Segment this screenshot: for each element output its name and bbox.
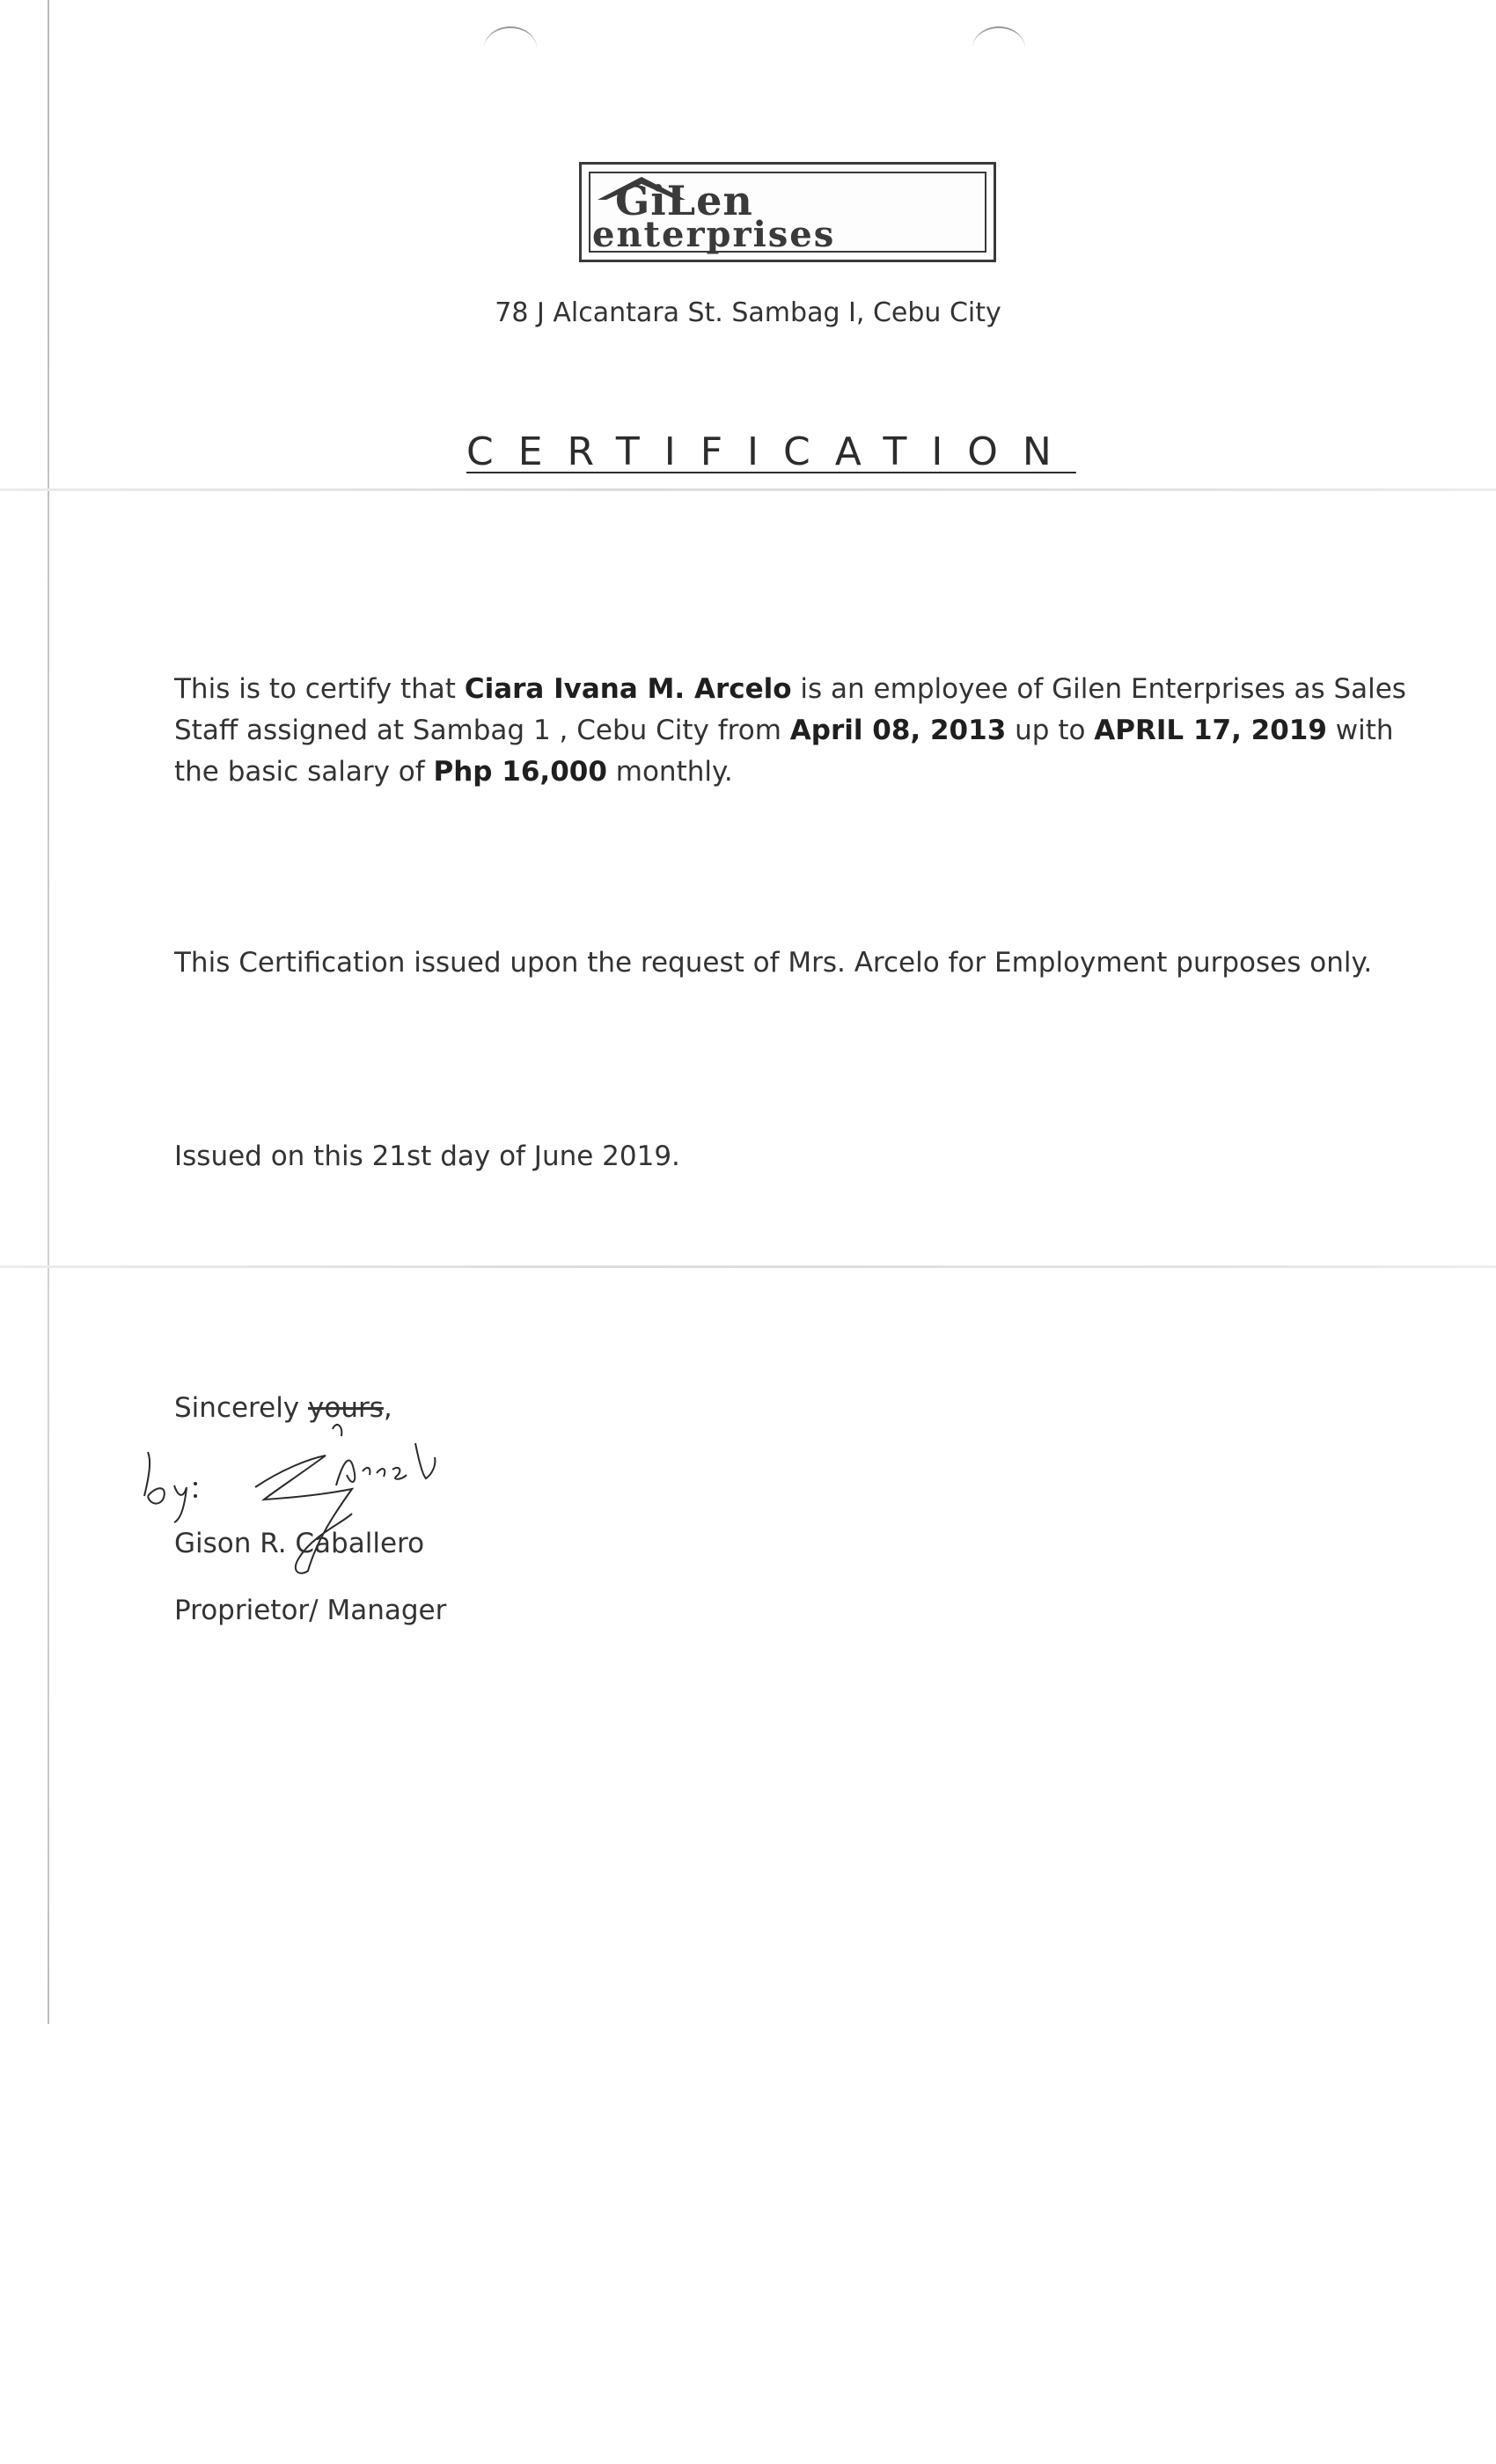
logo-name: GiLen (615, 177, 753, 224)
salutation-comma: , (383, 1392, 392, 1424)
signer-title: Proprietor/ Manager (174, 1595, 447, 1626)
punch-hole-mark (972, 26, 1025, 70)
signer-name: Gison R. Caballero (174, 1528, 425, 1559)
body-text: the basic salary of (174, 756, 434, 788)
company-address: 78 J Alcantara St. Sambag I, Cebu City (495, 297, 1001, 328)
document-title: CERTIFICATION (466, 429, 1076, 474)
body-line (174, 710, 1406, 752)
fold-crease (0, 1265, 1496, 1268)
end-date: APRIL 17, 2019 (1094, 715, 1327, 746)
certification-body (174, 669, 1406, 793)
request-statement: This Certification issued upon the request of Mrs. Arcelo for Employment purposes only. (174, 947, 1373, 979)
body-text: Staff assigned at Sambag 1 , Cebu City from (174, 715, 790, 746)
struck-word: yours (308, 1392, 384, 1424)
punch-hole-mark (484, 26, 537, 70)
body-text: is an employee of Gilen Enterprises as Sales (791, 673, 1406, 705)
body-line (174, 669, 1406, 710)
fold-crease (0, 488, 1496, 491)
body-text: up to (1006, 715, 1095, 746)
body-text: monthly. (606, 756, 733, 788)
company-logo (579, 162, 996, 262)
body-line (174, 752, 1406, 793)
employee-name: Ciara Ivana M. Arcelo (464, 673, 792, 705)
start-date: April 08, 2013 (789, 715, 1007, 746)
body-text: This is to certify that (174, 673, 465, 705)
body-text: with (1326, 715, 1394, 746)
issued-date-statement: Issued on this 21st day of June 2019. (174, 1140, 680, 1172)
salutation-text: Sincerely (174, 1392, 309, 1424)
logo-frame (589, 172, 986, 253)
salary-amount: Php 16,000 (433, 756, 607, 788)
logo-subname: enterprises (592, 214, 836, 255)
